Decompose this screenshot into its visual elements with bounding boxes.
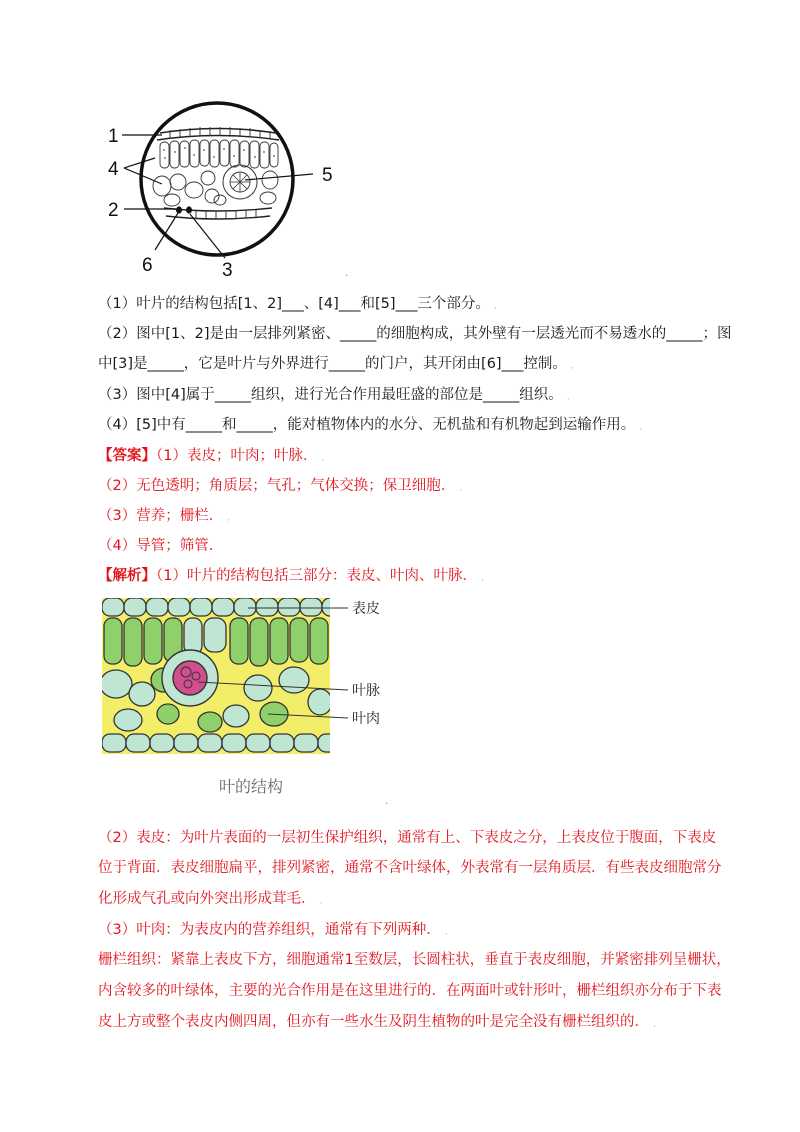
label-3: 3 [222, 260, 233, 280]
label-mesophyll: 叶肉 [352, 711, 380, 727]
question-2: （2）图中[1、2]是由一层排列紧密、_____的细胞构成，其外壁有一层透光而不易透水的_____；图 [98, 326, 732, 342]
question-4: （4）[5]中有_____和_____，能对植物体内的水分、无机盐和有机物起到运输作用。﹒ [98, 417, 647, 433]
analysis-line-6: 栅栏组织：紧靠上表皮下方，细胞通常1至数层，长圆柱状，垂直于表皮细胞，并紧密排列呈栅状， [98, 952, 731, 968]
leaf-cross-section-diagram [100, 100, 350, 280]
question-1: （1）叶片的结构包括[1、2]___、[4]___和[5]___三个部分。﹒ [98, 296, 501, 312]
leaf-structure-figure [98, 592, 398, 808]
analysis-line-2: （2）表皮：为叶片表面的一层初生保护组织，通常有上、下表皮之分，上表皮位于腹面，下表皮 [98, 830, 717, 846]
answer-line-2: （2）无色透明；角质层；气孔；气体交换；保卫细胞．﹒ [98, 478, 467, 494]
answer-line-4: （4）导管；筛管. [98, 538, 214, 554]
answer-line-1: 【答案】（1）表皮；叶肉；叶脉．﹒ [98, 448, 329, 464]
label-4: 4 [108, 159, 119, 180]
analysis-line-8: 皮上方或整个表皮内侧四周，但亦有一些水生及阴生植物的叶是完全没有栅栏组织的．﹒ [98, 1014, 660, 1030]
diagram-circle [141, 103, 293, 255]
analysis-line-3: 位于背面．表皮细胞扁平，排列紧密，通常不含叶绿体，外表常有一层角质层．有些表皮细胞常分 [98, 860, 722, 876]
answer-tag: 【答案】 [98, 448, 156, 464]
analysis-tag: 【解析】 [98, 568, 156, 584]
label-5: 5 [322, 165, 333, 186]
label-1: 1 [108, 126, 119, 147]
document-page: 1 4 2 6 3 5 . （1）叶片的结构包括[1、2]___、[4]___和[5]___三个部分。﹒ （2）图中[1、2]是由一层排列紧密、_____的细胞构成，其外壁有一层透光而不易透水的_____；图 中[3]是_____，它是叶片与外界进行_____的门户，其开闭由[6]___控制。﹒ （3）图中[4]属于_____组织，进行光合作用最旺盛的部位是_____组织。﹒ （4）[5]中有_____和_____，能对植物体内的水分、无机盐和有机物起到运输作用。﹒ 【答案】（1）表皮；叶肉；叶脉．﹒ （2）无色透明；角质层；气孔；气体交换；保卫细胞．﹒ （3）营养；栅栏．﹒ （4）导管；筛管. 【解析】（1）叶片的结构包括三部分：表皮、叶肉、叶脉．﹒ 表皮 叶脉 叶肉 叶的结构 . （2）表皮：为叶片表面的一层初生保护组织，通常有上、下表皮之分，上表皮位于腹面，下表皮 位于背面．表皮细胞扁平，排列紧密，通常不含叶绿体，外表常有一层角质层．有些表皮细胞常分 化形成气孔或向外突出形成茸毛．﹒ （3）叶肉：为表皮内的营养组织，通常有下列两种．﹒ 栅栏组织：紧靠上表皮下方，细胞通常1至数层，长圆柱状，垂直于表皮细胞，并紧密排列呈栅状， 内含较多的叶绿体，主要的光合作用是在这里进行的．在两面叶或针形叶，栅栏组织亦分布于下表 皮上方或整个表皮内侧四周，但亦有一些水生及阴生植物的叶是完全没有栅栏组织的．﹒ [0, 0, 800, 1132]
question-2-cont: 中[3]是_____，它是叶片与外界进行_____的门户，其开闭由[6]___控制。﹒ [98, 356, 578, 372]
analysis-line-7: 内含较多的叶绿体，主要的光合作用是在这里进行的．在两面叶或针形叶，栅栏组织亦分布于下表 [98, 983, 722, 999]
answer-line-3: （3）营养；栅栏．﹒ [98, 508, 235, 524]
analysis-line-1: 【解析】（1）叶片的结构包括三部分：表皮、叶肉、叶脉．﹒ [98, 568, 488, 584]
question-3: （3）图中[4]属于_____组织，进行光合作用最旺盛的部位是_____组织。﹒ [98, 387, 574, 403]
label-vein: 叶脉 [352, 683, 380, 699]
label-epidermis: 表皮 [352, 601, 380, 617]
figure-caption: 叶的结构 [219, 777, 284, 796]
analysis-line-5: （3）叶肉：为表皮内的营养组织，通常有下列两种．﹒ [98, 922, 452, 938]
label-6: 6 [142, 255, 153, 276]
analysis-line-4: 化形成气孔或向外突出形成茸毛．﹒ [98, 891, 327, 907]
label-2: 2 [108, 200, 119, 221]
